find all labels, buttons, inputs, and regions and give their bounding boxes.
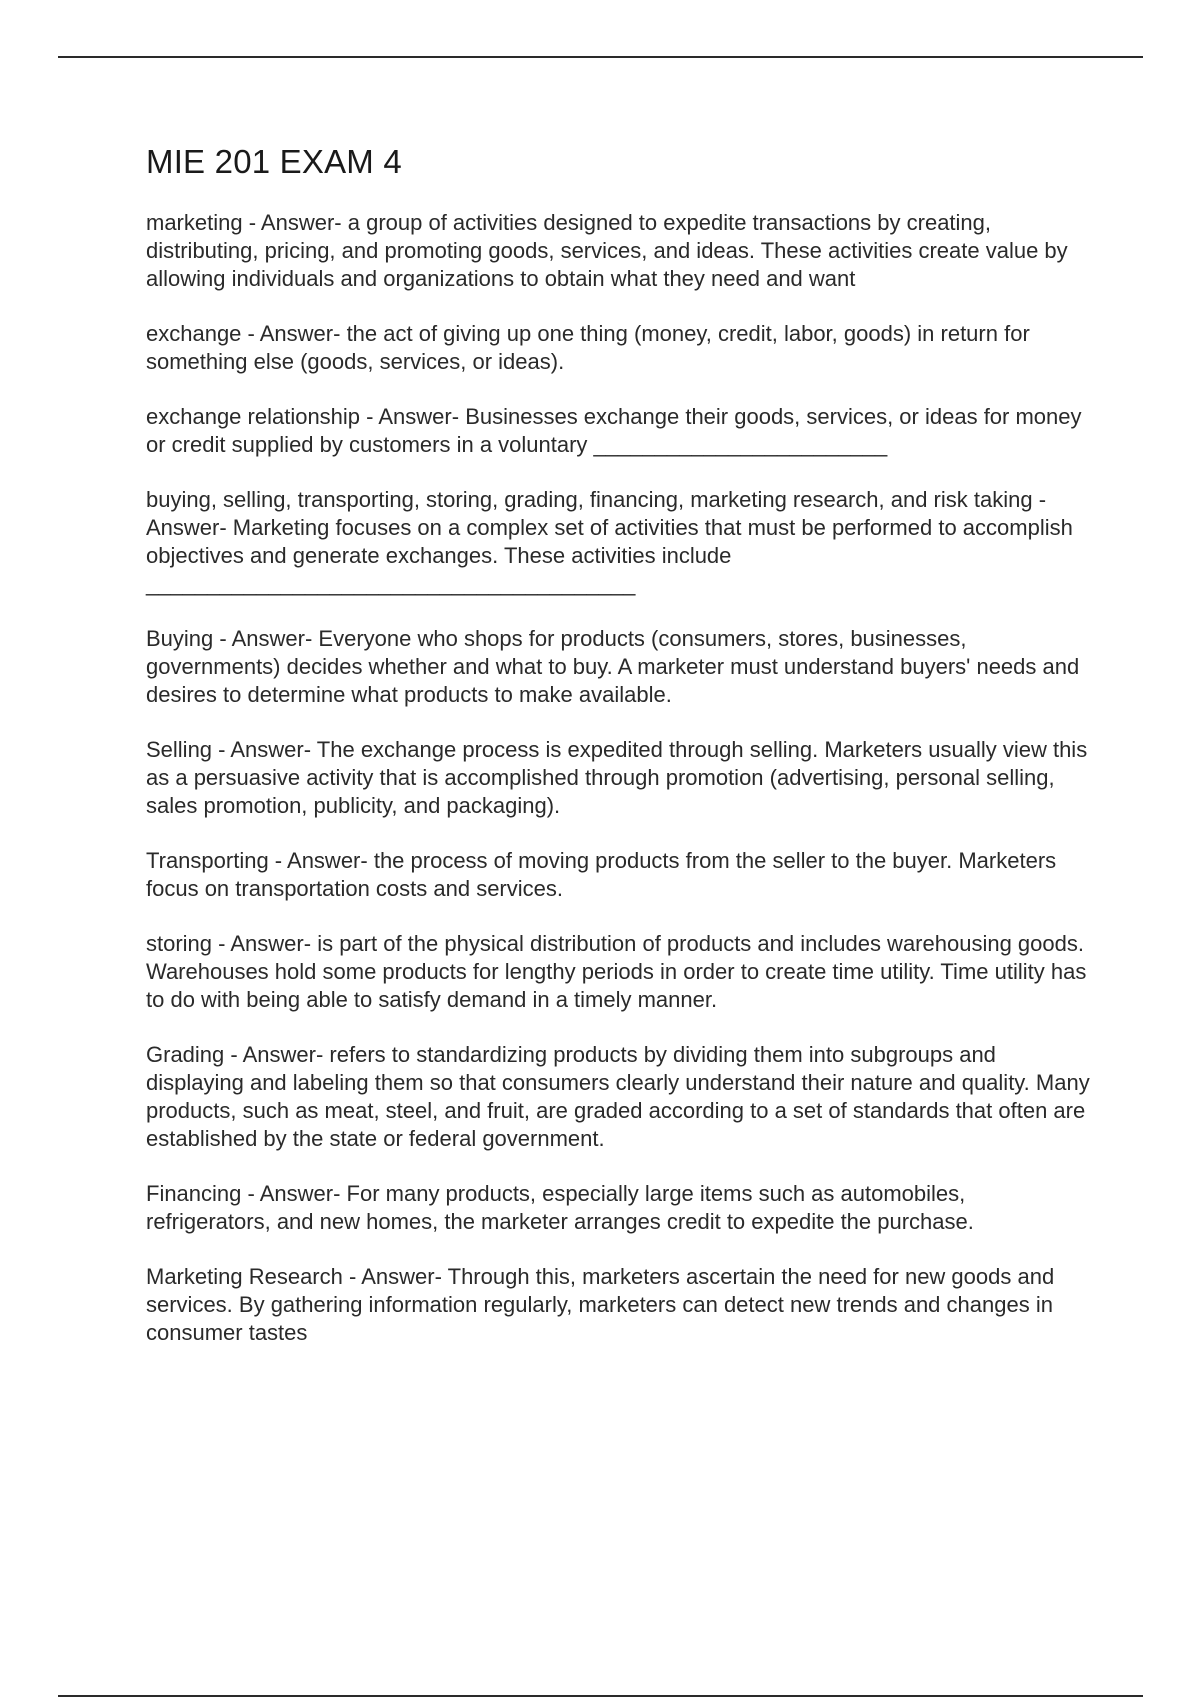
flashcard-entry [146, 1041, 1096, 1153]
answer-separator: - Answer- [241, 321, 347, 346]
entry-term: Selling [146, 737, 213, 762]
entry-term: Grading [146, 1042, 225, 1067]
answer-separator: - Answer- [268, 848, 374, 873]
answer-separator: - Answer- [213, 626, 319, 651]
top-divider [58, 56, 1143, 58]
entry-term: Transporting [146, 848, 269, 873]
answer-separator: - Answer- [212, 737, 317, 762]
entry-term: Marketing Research [146, 1264, 343, 1289]
entry-definition: the process of moving products from the seller to the buyer. Marketers focus on transportation costs and services. [146, 848, 1057, 901]
entry-term: Financing [146, 1181, 242, 1206]
flashcard-entry [146, 625, 1096, 709]
entry-definition: The exchange process is expedited through selling. Marketers usually view this as a persuasive activity that is accomplished through promotion (advertising, personal selling, sales promotion, publicity, and packaging). [146, 737, 1088, 818]
flashcard-entry [146, 736, 1096, 820]
entry-definition: For many products, especially large items such as automobiles, refrigerators, and new homes, the marketer arranges credit to expedite the purchase. [146, 1181, 974, 1234]
flashcard-entry [146, 486, 1096, 598]
entry-term: buying, selling, transporting, storing, grading, financing, marketing research, and risk taking [146, 487, 1033, 512]
document-title: MIE 201 EXAM 4 [146, 143, 402, 180]
answer-separator: - Answer- [241, 1181, 347, 1206]
entry-term: exchange [146, 321, 242, 346]
entry-definition: Everyone who shops for products (consumers, stores, businesses, governments) decides whether and what to buy. A marketer must understand buyers' needs and desires to determine what products to make available. [146, 626, 1080, 707]
entry-definition: the act of giving up one thing (money, credit, labor, goods) in return for something else (goods, services, or ideas). [146, 321, 1030, 374]
entry-term: marketing [146, 210, 243, 235]
flashcard-entry [146, 1263, 1096, 1347]
entry-definition: is part of the physical distribution of products and includes warehousing goods. Warehouses hold some products for lengthy periods in order to create time utility. Time utility has to do with being able to satisfy demand in a timely manner. [146, 931, 1087, 1012]
bottom-divider [58, 1695, 1143, 1697]
answer-separator: - Answer- [224, 1042, 330, 1067]
entry-definition: refers to standardizing products by dividing them into subgroups and displaying and labeling them so that consumers clearly understand their nature and quality. Many products, such as meat, steel, and fruit, are graded according to a set of standards that often are established by the state or federal government. [146, 1042, 1090, 1151]
entry-term: storing [146, 931, 213, 956]
flashcard-entry [146, 930, 1096, 1014]
flashcard-entry [146, 320, 1096, 376]
entry-definition: Businesses exchange their goods, services, or ideas for money or credit supplied by customers in a voluntary ________________________ [146, 404, 1082, 457]
answer-separator: - Answer- [242, 210, 348, 235]
answer-separator: - Answer- [360, 404, 466, 429]
entry-definition: a group of activities designed to expedite transactions by creating, distributing, pricing, and promoting goods, services, and ideas. These activities create value by allowing individuals and organizations to obtain what they need and want [146, 210, 1068, 291]
flashcard-entry [146, 209, 1096, 293]
answer-separator: - Answer- [146, 487, 1047, 540]
flashcard-entry [146, 847, 1096, 903]
answer-separator: - Answer- [212, 931, 318, 956]
entry-definition: Through this, marketers ascertain the need for new goods and services. By gathering information regularly, marketers can detect new trends and changes in consumer tastes [146, 1264, 1055, 1345]
entry-definition: Marketing focuses on a complex set of activities that must be performed to accomplish objectives and generate exchanges. These activities include ________________________________________ [146, 515, 1073, 596]
entry-term: exchange relationship [146, 404, 361, 429]
answer-separator: - Answer- [342, 1264, 448, 1289]
flashcard-entry [146, 1180, 1096, 1236]
document-body [146, 142, 1096, 1374]
entry-term: Buying [146, 626, 214, 651]
flashcard-entry [146, 403, 1096, 459]
